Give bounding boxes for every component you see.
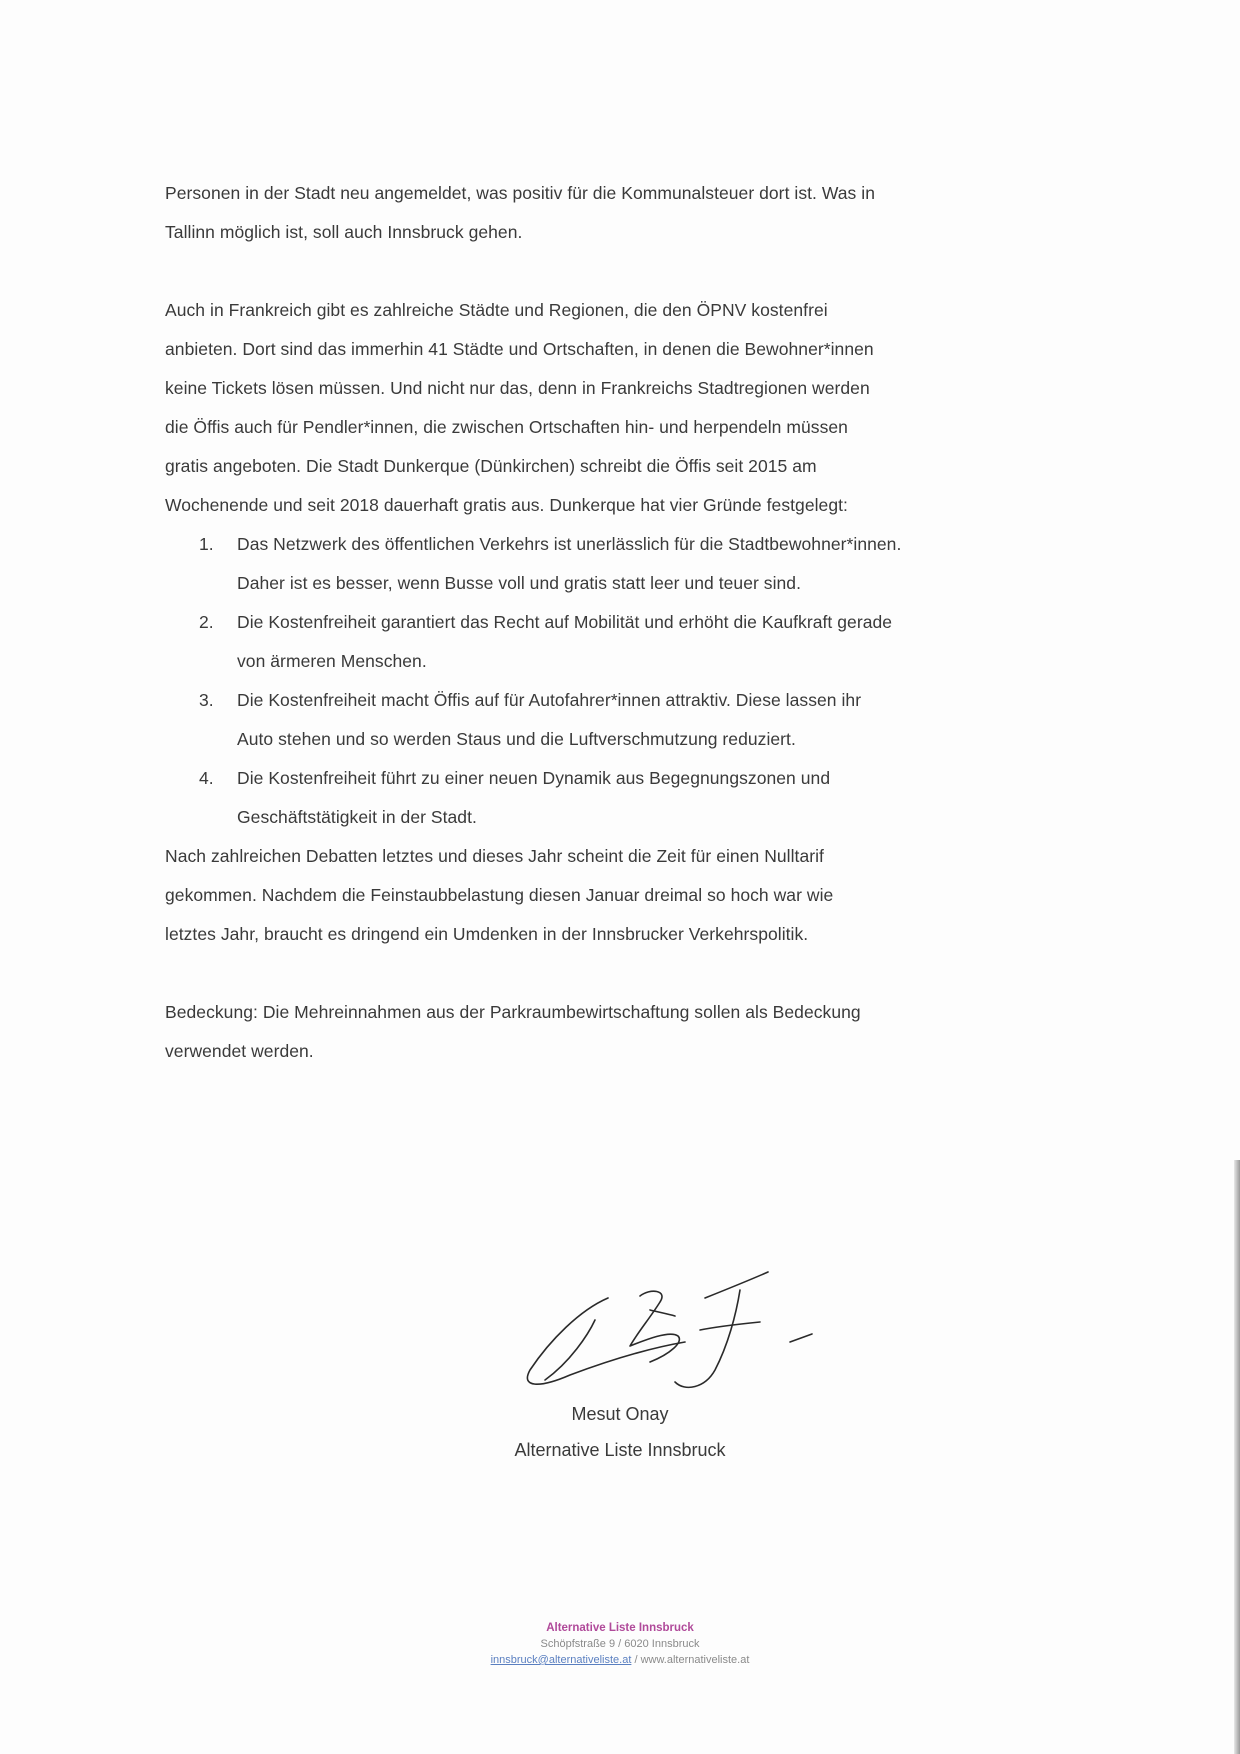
text-line: Nach zahlreichen Debatten letztes und dieses Jahr scheint die Zeit für einen Nulltarif xyxy=(165,846,824,866)
paragraph-france xyxy=(165,291,1065,525)
reasons-list xyxy=(165,525,1065,837)
text-line: die Öffis auch für Pendler*innen, die zwischen Ortschaften hin- und herpendeln müssen xyxy=(165,417,848,437)
signer-organization: Alternative Liste Innsbruck xyxy=(514,1440,726,1460)
text-line: Bedeckung: Die Mehreinnahmen aus der Parkraumbewirtschaftung sollen als Bedeckung xyxy=(165,1002,861,1022)
text-line: keine Tickets lösen müssen. Und nicht nur das, denn in Frankreichs Stadtregionen werden xyxy=(165,378,870,398)
text-line: Auch in Frankreich gibt es zahlreiche Städte und Regionen, die den ÖPNV kostenfrei xyxy=(165,300,828,320)
signer-name: Mesut Onay xyxy=(571,1404,669,1424)
letter-body xyxy=(165,174,1065,1071)
signature-block xyxy=(420,1270,820,1460)
letterhead-footer xyxy=(400,1620,840,1668)
footer-organization: Alternative Liste Innsbruck xyxy=(546,1622,694,1634)
text-line: gratis angeboten. Die Stadt Dunkerque (Dünkirchen) schreibt die Öffis seit 2015 am xyxy=(165,456,817,476)
list-number: 1. xyxy=(199,534,214,554)
list-item xyxy=(165,525,1065,603)
text-line: von ärmeren Menschen. xyxy=(237,651,427,671)
text-line: Auto stehen und so werden Staus und die Luftverschmutzung reduziert. xyxy=(237,729,796,749)
list-item xyxy=(165,603,1065,681)
text-line: Die Kostenfreiheit macht Öffis auf für Autofahrer*innen attraktiv. Diese lassen ihr xyxy=(237,690,862,710)
text-line: anbieten. Dort sind das immerhin 41 Städte und Ortschaften, in denen die Bewohner*innen xyxy=(165,339,874,359)
footer-separator: / xyxy=(631,1654,641,1666)
text-line: Die Kostenfreiheit garantiert das Recht auf Mobilität und erhöht die Kaufkraft gerade xyxy=(237,612,893,632)
handwritten-signature xyxy=(500,1270,820,1400)
text-line: Das Netzwerk des öffentlichen Verkehrs ist unerlässlich für die Stadtbewohner*innen. xyxy=(237,534,902,554)
text-line: gekommen. Nachdem die Feinstaubbelastung diesen Januar dreimal so hoch war wie xyxy=(165,885,834,905)
text-line: Die Kostenfreiheit führt zu einer neuen Dynamik aus Begegnungszonen und xyxy=(237,768,831,788)
footer-email-link[interactable]: innsbruck@alternativeliste.at xyxy=(490,1654,632,1666)
list-number: 2. xyxy=(199,612,214,632)
footer-website-link[interactable]: www.alternativeliste.at xyxy=(640,1654,750,1666)
footer-address: Schöpfstraße 9 / 6020 Innsbruck xyxy=(540,1638,700,1650)
footer-contact xyxy=(400,1652,840,1668)
text-line: verwendet werden. xyxy=(165,1041,314,1061)
text-line: Geschäftstätigkeit in der Stadt. xyxy=(237,807,477,827)
list-item xyxy=(165,681,1065,759)
paragraph-coverage xyxy=(165,993,1065,1071)
list-number: 3. xyxy=(199,690,214,710)
page-edge-shadow xyxy=(1234,1160,1240,1754)
paragraph-conclusion xyxy=(165,837,1065,954)
list-number: 4. xyxy=(199,768,214,788)
text-line: Tallinn möglich ist, soll auch Innsbruck gehen. xyxy=(165,222,523,242)
list-item xyxy=(165,759,1065,837)
text-line: Daher ist es besser, wenn Busse voll und gratis statt leer und teuer sind. xyxy=(237,573,801,593)
text-line: letztes Jahr, braucht es dringend ein Umdenken in der Innsbrucker Verkehrspolitik. xyxy=(165,924,809,944)
text-line: Personen in der Stadt neu angemeldet, was positiv für die Kommunalsteuer dort ist. Was in xyxy=(165,183,875,203)
text-line: Wochenende und seit 2018 dauerhaft gratis aus. Dunkerque hat vier Gründe festgelegt: xyxy=(165,495,848,515)
paragraph-tallinn xyxy=(165,174,1065,252)
